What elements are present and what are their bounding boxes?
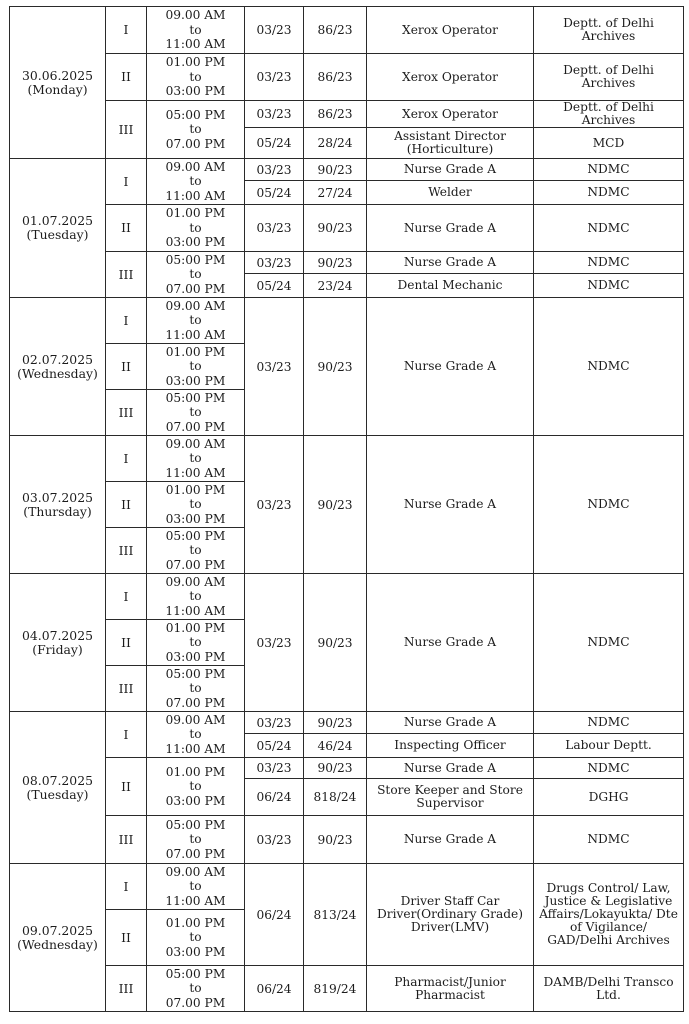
shift-number: I [106,712,147,758]
table-row [10,159,684,181]
post-name: Nurse Grade A [367,436,534,574]
exam-weekday: (Monday) [27,81,88,97]
advt-number: 05/24 [245,274,304,298]
post-code: 90/23 [304,574,367,712]
exam-weekday: (Tuesday) [26,786,89,802]
exam-date: 09.07.2025 [22,922,93,938]
department: NDMC [534,816,684,864]
advt-number: 03/23 [245,7,304,54]
table-row [10,436,684,482]
shift-time: 01.00 PM to 03:00 PM [147,758,245,816]
department: NDMC [534,252,684,274]
shift-number: II [106,482,147,528]
shift-time: 01.00 PM to 03:00 PM [147,620,245,666]
post-code: 86/23 [304,7,367,54]
post-code: 90/23 [304,298,367,436]
advt-number: 03/23 [245,574,304,712]
shift-time: 09.00 AM to 11:00 AM [147,298,245,344]
exam-date: 03.07.2025 [22,489,93,505]
advt-number: 03/23 [245,758,304,779]
advt-number: 03/23 [245,54,304,101]
shift-number: III [106,666,147,712]
post-code: 818/24 [304,779,367,816]
post-code: 86/23 [304,54,367,101]
post-code: 86/23 [304,101,367,128]
department: NDMC [534,574,684,712]
table-row [10,864,684,910]
date-cell [10,864,106,1012]
post-code: 90/23 [304,816,367,864]
post-code: 46/24 [304,734,367,758]
post-name: Store Keeper and Store Supervisor [367,779,534,816]
department: MCD [534,128,684,159]
advt-number: 03/23 [245,298,304,436]
advt-number: 05/24 [245,128,304,159]
exam-date: 01.07.2025 [22,213,93,228]
exam-date: 08.07.2025 [22,772,93,788]
shift-time: 05:00 PM to 07.00 PM [147,966,245,1012]
shift-time: 05:00 PM to 07.00 PM [147,666,245,712]
post-name: Nurse Grade A [367,574,534,712]
department: NDMC [534,436,684,574]
shift-time: 01.00 PM to 03:00 PM [147,205,245,252]
shift-time: 01.00 PM to 03:00 PM [147,910,245,966]
table-row [10,7,684,54]
exam-date: 02.07.2025 [22,351,93,367]
post-code: 90/23 [304,252,367,274]
table-row [10,101,684,128]
department: NDMC [534,758,684,779]
department: NDMC [534,159,684,181]
department: NDMC [534,205,684,252]
department: NDMC [534,274,684,298]
shift-number: I [106,574,147,620]
advt-number: 03/23 [245,101,304,128]
shift-time: 01.00 PM to 03:00 PM [147,54,245,101]
advt-number: 03/23 [245,816,304,864]
shift-time: 05:00 PM to 07.00 PM [147,390,245,436]
post-name: Xerox Operator [367,54,534,101]
exam-weekday: (Thursday) [23,503,92,519]
date-cell [10,159,106,298]
shift-number: III [106,101,147,159]
post-code: 90/23 [304,436,367,574]
shift-number: III [106,816,147,864]
post-code: 90/23 [304,159,367,181]
post-code: 28/24 [304,128,367,159]
post-name: Nurse Grade A [367,758,534,779]
exam-schedule-table [9,6,684,1012]
shift-number: II [106,910,147,966]
shift-time: 09.00 AM to 11:00 AM [147,712,245,758]
department: Deptt. of Delhi Archives [534,101,684,128]
shift-time: 09.00 AM to 11:00 AM [147,159,245,205]
shift-number: II [106,758,147,816]
shift-number: I [106,159,147,205]
post-name: Driver Staff Car Driver(Ordinary Grade) Driver(LMV) [367,864,534,966]
post-code: 23/24 [304,274,367,298]
shift-number: II [106,205,147,252]
shift-time: 09.00 AM to 11:00 AM [147,436,245,482]
table-row [10,758,684,779]
post-name: Nurse Grade A [367,205,534,252]
shift-time: 09.00 AM to 11:00 AM [147,574,245,620]
department: Labour Deptt. [534,734,684,758]
advt-number: 06/24 [245,779,304,816]
exam-weekday: (Friday) [32,641,83,657]
advt-number: 06/24 [245,864,304,966]
advt-number: 05/24 [245,181,304,205]
shift-time: 05:00 PM to 07.00 PM [147,252,245,298]
post-name: Nurse Grade A [367,159,534,181]
date-cell [10,574,106,712]
shift-time: 05:00 PM to 07.00 PM [147,101,245,159]
table-row [10,298,684,344]
shift-time: 05:00 PM to 07.00 PM [147,816,245,864]
advt-number: 03/23 [245,712,304,734]
department: DGHG [534,779,684,816]
department: NDMC [534,181,684,205]
date-cell [10,298,106,436]
shift-number: II [106,54,147,101]
date-cell [10,7,106,159]
post-name: Welder [367,181,534,205]
exam-weekday: (Tuesday) [26,227,89,242]
table-row [10,205,684,252]
post-code: 90/23 [304,205,367,252]
table-row [10,966,684,1012]
post-name: Xerox Operator [367,7,534,54]
department: Deptt. of Delhi Archives [534,54,684,101]
table-row [10,712,684,734]
exam-date: 30.06.2025 [22,67,93,83]
shift-number: III [106,390,147,436]
department: Deptt. of Delhi Archives [534,7,684,54]
exam-date: 04.07.2025 [22,627,93,643]
post-name: Nurse Grade A [367,252,534,274]
shift-number: II [106,344,147,390]
advt-number: 03/23 [245,205,304,252]
shift-time: 09.00 AM to 11:00 AM [147,7,245,54]
department: NDMC [534,712,684,734]
date-cell [10,436,106,574]
advt-number: 03/23 [245,252,304,274]
table-row [10,574,684,620]
department: Drugs Control/ Law, Justice & Legislative Affairs/Lokayukta/ Dte of Vigilance/ GAD/Delhi Archives [534,864,684,966]
post-name: Nurse Grade A [367,712,534,734]
shift-time: 09.00 AM to 11:00 AM [147,864,245,910]
advt-number: 06/24 [245,966,304,1012]
shift-time: 05:00 PM to 07.00 PM [147,528,245,574]
table-row [10,54,684,101]
post-code: 813/24 [304,864,367,966]
post-code: 90/23 [304,712,367,734]
post-code: 819/24 [304,966,367,1012]
department: DAMB/Delhi Transco Ltd. [534,966,684,1012]
post-name: Dental Mechanic [367,274,534,298]
exam-weekday: (Wednesday) [17,936,98,952]
post-name: Nurse Grade A [367,298,534,436]
shift-number: III [106,252,147,298]
advt-number: 05/24 [245,734,304,758]
shift-time: 01.00 PM to 03:00 PM [147,344,245,390]
exam-weekday: (Wednesday) [17,365,98,381]
shift-number: I [106,436,147,482]
department: NDMC [534,298,684,436]
post-name: Assistant Director (Horticulture) [367,128,534,159]
advt-number: 03/23 [245,436,304,574]
shift-time: 01.00 PM to 03:00 PM [147,482,245,528]
post-name: Pharmacist/Junior Pharmacist [367,966,534,1012]
post-code: 27/24 [304,181,367,205]
shift-number: II [106,620,147,666]
post-name: Nurse Grade A [367,816,534,864]
date-cell [10,712,106,864]
shift-number: III [106,528,147,574]
shift-number: I [106,7,147,54]
shift-number: I [106,864,147,910]
table-row [10,816,684,864]
advt-number: 03/23 [245,159,304,181]
shift-number: III [106,966,147,1012]
post-name: Inspecting Officer [367,734,534,758]
post-name: Xerox Operator [367,101,534,128]
post-code: 90/23 [304,758,367,779]
table-row [10,252,684,274]
shift-number: I [106,298,147,344]
